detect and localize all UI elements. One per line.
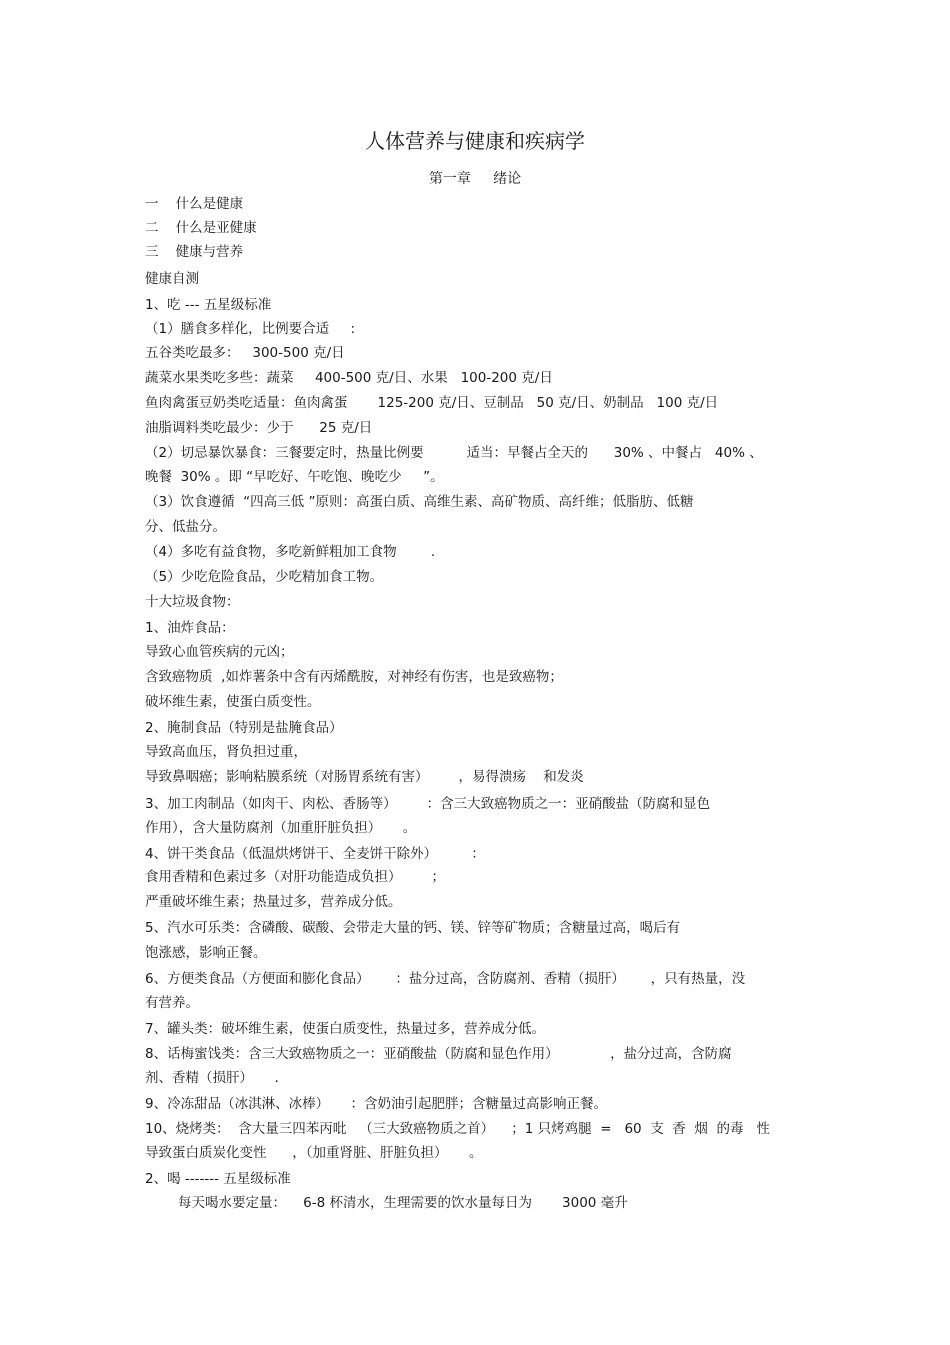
text-line: 五谷类吃最多： 300-500 克/日 — [145, 345, 345, 361]
text-line: 蔬菜水果类吃多些：蔬菜 400-500 克/日、水果 100-200 克/日 — [145, 370, 553, 386]
text-line: 1、吃 --- 五星级标准 — [145, 297, 272, 313]
text-line: 作用），含大量防腐剂（加重肝脏负担） 。 — [145, 820, 417, 836]
text-line: （2）切忌暴饮暴食：三餐要定时，热量比例要 适当：早餐占全天的 30% 、中餐占 40% 、 — [145, 445, 763, 461]
text-line: 4、饼干类食品（低温烘烤饼干、全麦饼干除外） ： — [145, 846, 485, 862]
text-line: 导致鼻咽癌；影响粘膜系统（对肠胃系统有害） ，易得溃疡 和发炎 — [145, 769, 584, 785]
text-line: 10、烧烤类： 含大量三四苯丙吡 （三大致癌物质之首） ；1 只烤鸡腿 = 60 支 香 烟 的毒 性 — [145, 1121, 770, 1137]
text-line: 食用香精和色素过多（对肝功能造成负担） ； — [145, 869, 446, 885]
text-line: 十大垃圾食物： — [145, 594, 240, 610]
text-line: 严重破坏维生素；热量过多，营养成分低。 — [145, 894, 402, 910]
section-line: 一 什么是健康 — [145, 196, 244, 212]
section-line: 二 什么是亚健康 — [145, 220, 257, 236]
chapter-heading: 第一章 绪论 — [428, 171, 522, 187]
text-line: （1）膳食多样化，比例要合适 : — [145, 321, 356, 337]
text-line: 1、油炸食品： — [145, 620, 235, 636]
text-line: 8、话梅蜜饯类：含三大致癌物质之一：亚硝酸盐（防腐和显色作用） ，盐分过高，含防腐 — [145, 1046, 732, 1062]
text-line: 2、腌制食品（特别是盐腌食品） — [145, 720, 343, 736]
text-line: （5）少吃危险食品，少吃精加食工物。 — [145, 569, 384, 585]
text-line: 分、低盐分。 — [145, 519, 226, 535]
text-line: （3）饮食遵循 “四高三低 ”原则：高蛋白质、高维生素、高矿物质、高纤维；低脂肪、低糖 — [145, 494, 694, 510]
text-line: 健康自测 — [145, 271, 199, 287]
text-line: 6、方便类食品（方便面和膨化食品） ：盐分过高，含防腐剂、香精（损肝） ，只有热量，没 — [145, 971, 746, 987]
text-line: 饱涨感，影响正餐。 — [145, 945, 267, 961]
text-line: 5、汽水可乐类：含磷酸、碳酸、会带走大量的钙、镁、锌等矿物质；含糖量过高，喝后有 — [145, 920, 681, 936]
text-line: 导致蛋白质炭化变性 ，（加重肾脏、肝脏负担） 。 — [145, 1145, 483, 1161]
text-line: 每天喝水要定量： 6-8 杯清水，生理需要的饮水量每日为 3000 毫升 — [178, 1195, 628, 1211]
section-line: 三 健康与营养 — [145, 244, 244, 260]
text-line: （4）多吃有益食物，多吃新鲜粗加工食物 . — [145, 544, 436, 560]
text-line: 鱼肉禽蛋豆奶类吃适量：鱼肉禽蛋 125-200 克/日、豆制品 50 克/日、奶制品 100 克/日 — [145, 395, 719, 411]
text-line: 7、罐头类：破坏维生素，使蛋白质变性，热量过多，营养成分低。 — [145, 1021, 546, 1037]
text-line: 含致癌物质 ,如炸薯条中含有丙烯酰胺，对神经有伤害，也是致癌物； — [145, 669, 563, 685]
text-line: 3、加工肉制品（如肉干、肉松、香肠等） ：含三大致癌物质之一：亚硝酸盐（防腐和显色 — [145, 796, 711, 812]
text-line: 剂、香精（损肝） . — [145, 1070, 279, 1086]
document-title: 人体营养与健康和疾病学 — [365, 129, 585, 153]
text-line: 导致高血压，肾负担过重， — [145, 744, 307, 760]
text-line: 有营养。 — [145, 995, 199, 1011]
text-line: 晚餐 30% 。即 “早吃好、午吃饱、晚吃少 ”。 — [145, 469, 444, 485]
text-line: 油脂调料类吃最少：少于 25 克/日 — [145, 420, 373, 436]
text-line: 导致心血管疾病的元凶； — [145, 644, 294, 660]
text-line: 破坏维生素，使蛋白质变性。 — [145, 694, 321, 710]
text-line: 9、冷冻甜品（冰淇淋、冰棒） ：含奶油引起肥胖；含糖量过高影响正餐。 — [145, 1096, 608, 1112]
text-line: 2、喝 ------- 五星级标准 — [145, 1171, 291, 1187]
